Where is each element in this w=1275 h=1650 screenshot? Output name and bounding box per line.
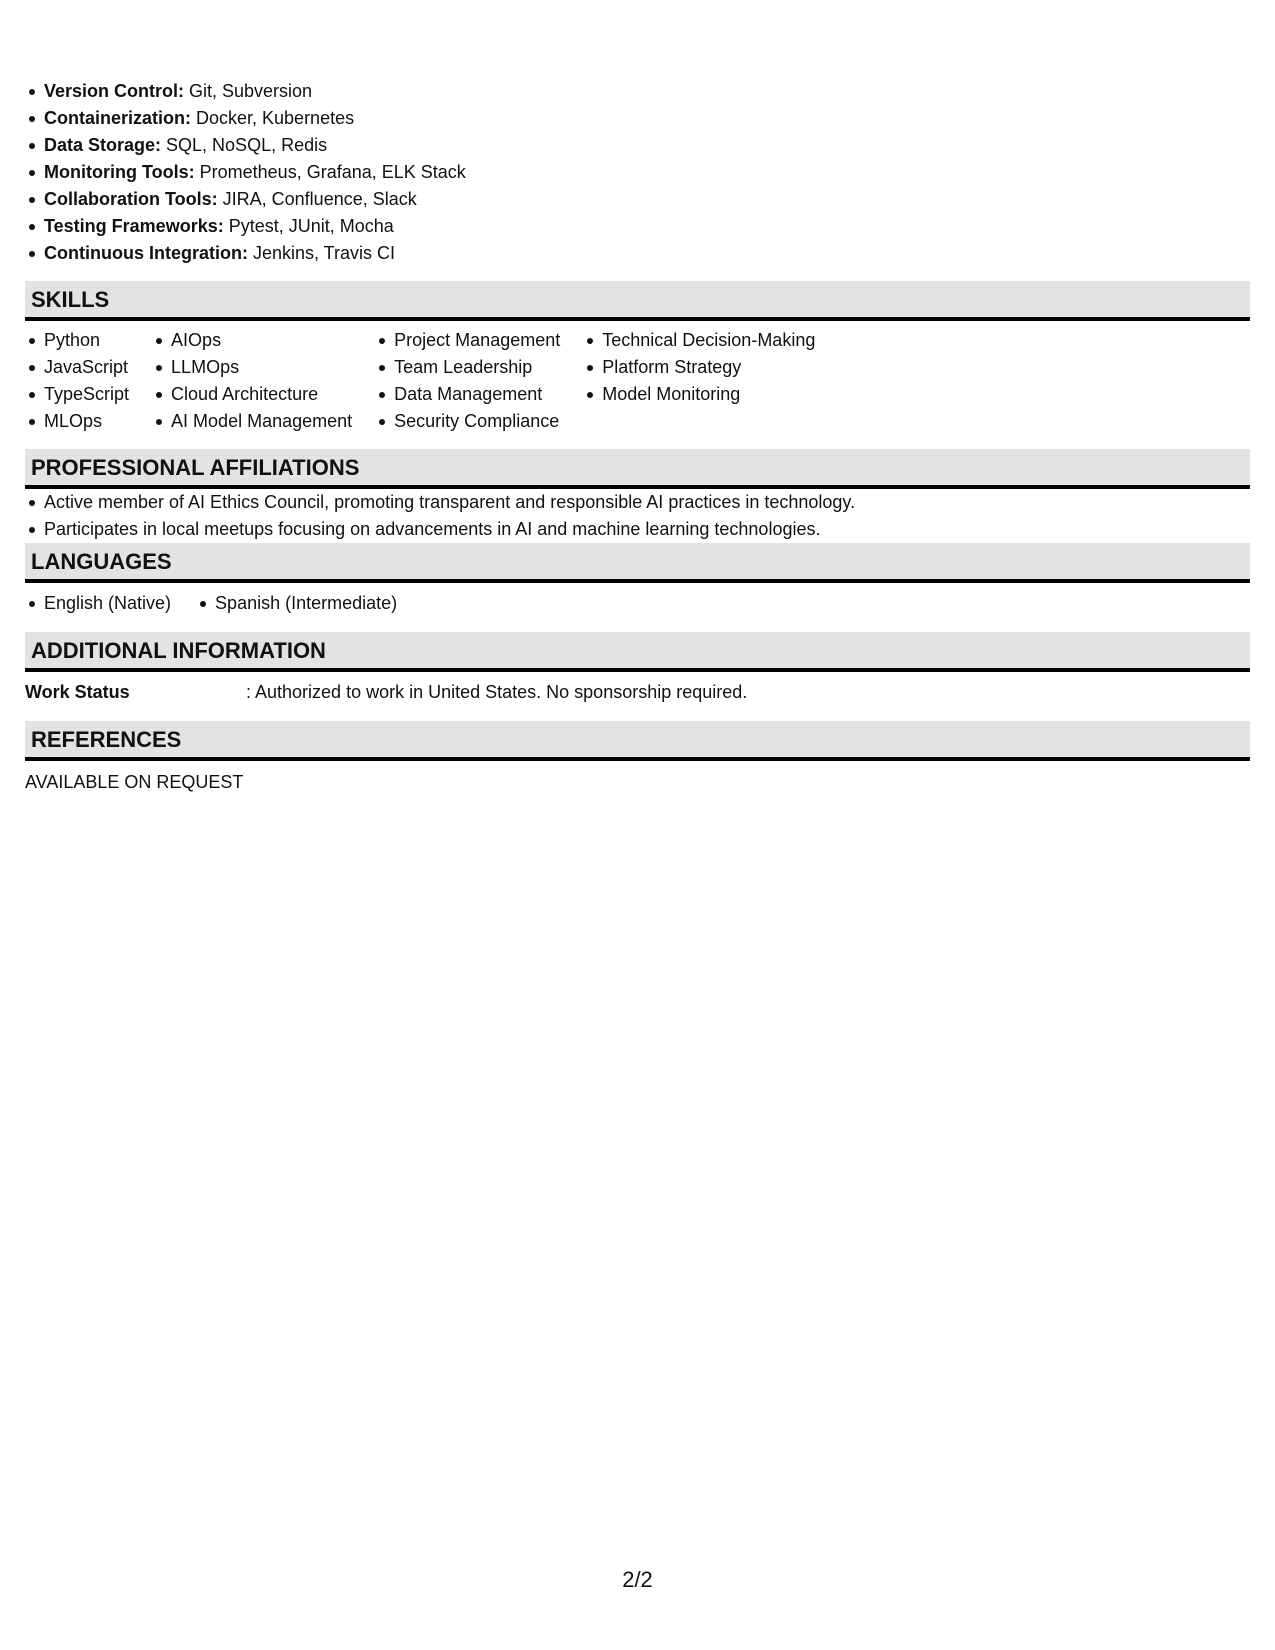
- skills-column: [152, 327, 352, 435]
- tool-item-testing-frameworks: [44, 213, 1250, 240]
- tool-label: Testing Frameworks:: [44, 216, 224, 236]
- tool-value: SQL, NoSQL, Redis: [161, 135, 328, 155]
- languages-heading: LANGUAGES: [25, 543, 1250, 583]
- resume-page: [25, 78, 1250, 795]
- tools-list: [25, 78, 1250, 267]
- tool-item-continuous-integration: [44, 240, 1250, 267]
- tool-label: Data Storage:: [44, 135, 162, 155]
- references-text: AVAILABLE ON REQUEST: [25, 772, 244, 792]
- tool-item-version-control: [44, 78, 1250, 105]
- tool-value: Docker, Kubernetes: [191, 108, 355, 128]
- work-status-value: : Authorized to work in United States. No sponsorship required.: [246, 682, 748, 702]
- work-status-row: [25, 678, 1250, 706]
- skills-column: [583, 327, 815, 435]
- additional-info-heading: ADDITIONAL INFORMATION: [25, 632, 1250, 672]
- languages-list: [25, 590, 1250, 617]
- skill-item: MLOps: [44, 408, 129, 435]
- affiliation-item: Active member of AI Ethics Council, promoting transparent and responsible AI practices in technology.: [44, 489, 1250, 516]
- page-number: 2/2: [622, 1567, 653, 1592]
- skill-item: LLMOps: [171, 354, 352, 381]
- tool-value: Jenkins, Travis CI: [247, 243, 396, 263]
- skill-item: Cloud Architecture: [171, 381, 352, 408]
- tool-item-containerization: [44, 105, 1250, 132]
- tool-label: Continuous Integration:: [44, 243, 248, 263]
- tools-section: [25, 78, 1250, 267]
- references-heading: REFERENCES: [25, 721, 1250, 761]
- skill-item: AI Model Management: [171, 408, 352, 435]
- skill-item: Platform Strategy: [602, 354, 815, 381]
- language-item: Spanish (Intermediate): [215, 590, 397, 617]
- skill-item: Data Management: [394, 381, 560, 408]
- tool-value: Prometheus, Grafana, ELK Stack: [194, 162, 466, 182]
- work-status-label: Work Status: [25, 682, 130, 702]
- skills-column: [25, 327, 129, 435]
- skill-item: TypeScript: [44, 381, 129, 408]
- tool-label: Monitoring Tools:: [44, 162, 195, 182]
- skill-item: Team Leadership: [394, 354, 560, 381]
- language-item: English (Native): [44, 590, 171, 617]
- tool-item-collaboration-tools: [44, 186, 1250, 213]
- skills-grid: [25, 327, 1250, 435]
- tool-label: Collaboration Tools:: [44, 189, 218, 209]
- skill-item: Security Compliance: [394, 408, 560, 435]
- skill-item: Model Monitoring: [602, 381, 815, 408]
- skills-heading: SKILLS: [25, 281, 1250, 321]
- tool-label: Containerization:: [44, 108, 191, 128]
- skill-item: Project Management: [394, 327, 560, 354]
- tool-value: Pytest, JUnit, Mocha: [223, 216, 394, 236]
- affiliations-heading: PROFESSIONAL AFFILIATIONS: [25, 449, 1250, 489]
- affiliations-list: [25, 489, 1250, 543]
- affiliation-item: Participates in local meetups focusing on advancements in AI and machine learning technologies.: [44, 516, 1250, 543]
- tool-value: Git, Subversion: [184, 81, 313, 101]
- tool-item-monitoring-tools: [44, 159, 1250, 186]
- tool-item-data-storage: [44, 132, 1250, 159]
- skill-item: JavaScript: [44, 354, 129, 381]
- skill-item: Technical Decision-Making: [602, 327, 815, 354]
- skill-item: AIOps: [171, 327, 352, 354]
- skill-item: Python: [44, 327, 129, 354]
- tool-label: Version Control:: [44, 81, 185, 101]
- tool-value: JIRA, Confluence, Slack: [217, 189, 417, 209]
- skills-column: [375, 327, 560, 435]
